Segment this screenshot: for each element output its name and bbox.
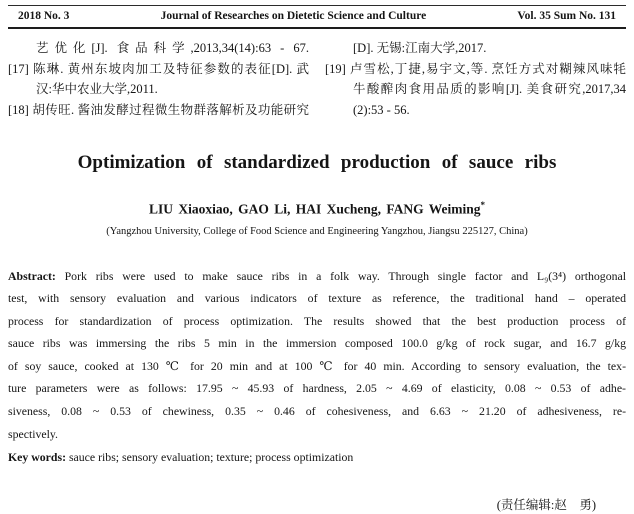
journal-title: Journal of Researches on Dietetic Science and Culture: [160, 10, 427, 22]
reference-line: 艺优化[J]. 食品科学,2013,34(14):63 - 67.: [36, 41, 309, 55]
issue-number: 2018 No. 3: [18, 10, 70, 22]
reference-list: [8, 38, 626, 120]
author-names: LIU Xiaoxiao, GAO Li, HAI Xucheng, FANG Weiming: [148, 201, 481, 217]
volume-number: Vol. 35 Sum No. 131: [517, 10, 616, 22]
abstract-line: process for standardization of process optimization. The results showed that the best production process of: [8, 313, 626, 328]
reference-line: [19] 卢雪松,丁捷,易宇文,等. 烹饪方式对糊辣风味牦: [325, 61, 626, 76]
reference-column-left: [8, 38, 309, 120]
abstract-line: ture parameters were as follows: 17.95 ~ 45.93 of hardness, 2.05 ~ 4.69 of elasticity, 0.08 ~ 0.53 of adhe-: [8, 381, 626, 396]
responsible-editor-note: (责任编辑:赵 勇): [496, 497, 596, 512]
affiliation-line: (Yangzhou University, College of Food Science and Engineering Yangzhou, Jiangsu 225127, China): [106, 225, 528, 237]
abstract-line: test, with sensory evaluation and various indicators of texture as reference, the traditional hand – operated: [8, 291, 626, 306]
running-head: [8, 5, 626, 29]
reference-line: 牛酸醡肉食用品质的影响[J]. 美食研究,2017,34: [353, 82, 626, 96]
abstract-line: spectively.: [8, 426, 59, 441]
abstract-line: of soy sauce, cooked at 130 ℃ for 20 min and at 100 ℃ for 40 min. According to sensory evaluation, the tex-: [8, 358, 626, 373]
abstract-line: [8, 265, 626, 288]
abstract-line: sauce ribs was immersing the ribs 5 min in the immersion composed 100.0 g/kg of rock sugar, and 16.7 g/kg: [8, 336, 626, 351]
author-line: [8, 196, 626, 219]
reference-line: [17] 陈琳. 黄州东坡肉加工及特征参数的表征[D]. 武: [8, 61, 309, 76]
reference-column-right: [325, 38, 626, 120]
abstract-text: Pork ribs were used to make sauce ribs in a folk way. Through single factor and L₉(3⁴) orthogonal: [55, 268, 626, 283]
reference-line: [18] 胡传旺. 酱油发酵过程微生物群落解析及功能研究: [8, 102, 309, 117]
reference-line: [D]. 无锡:江南大学,2017.: [353, 41, 487, 55]
abstract-section: [8, 265, 626, 446]
keywords-text: sauce ribs; sensory evaluation; texture; process optimization: [66, 450, 354, 465]
article-title: Optimization of standardized production of sauce ribs: [77, 152, 557, 173]
abstract-line: siveness, 0.08 ~ 0.53 of chewiness, 0.35 ~ 0.46 of cohesiveness, and 6.63 ~ 21.20 of adhesiveness, re-: [8, 404, 626, 419]
corresponding-author-mark: *: [480, 200, 486, 210]
reference-line: (2):53 - 56.: [353, 102, 410, 117]
abstract-label: Abstract:: [8, 268, 56, 283]
keywords-line: [8, 446, 626, 469]
keywords-label: Key words:: [8, 450, 66, 465]
journal-page: [0, 5, 634, 514]
reference-line: 汉:华中农业大学,2011.: [36, 82, 158, 96]
